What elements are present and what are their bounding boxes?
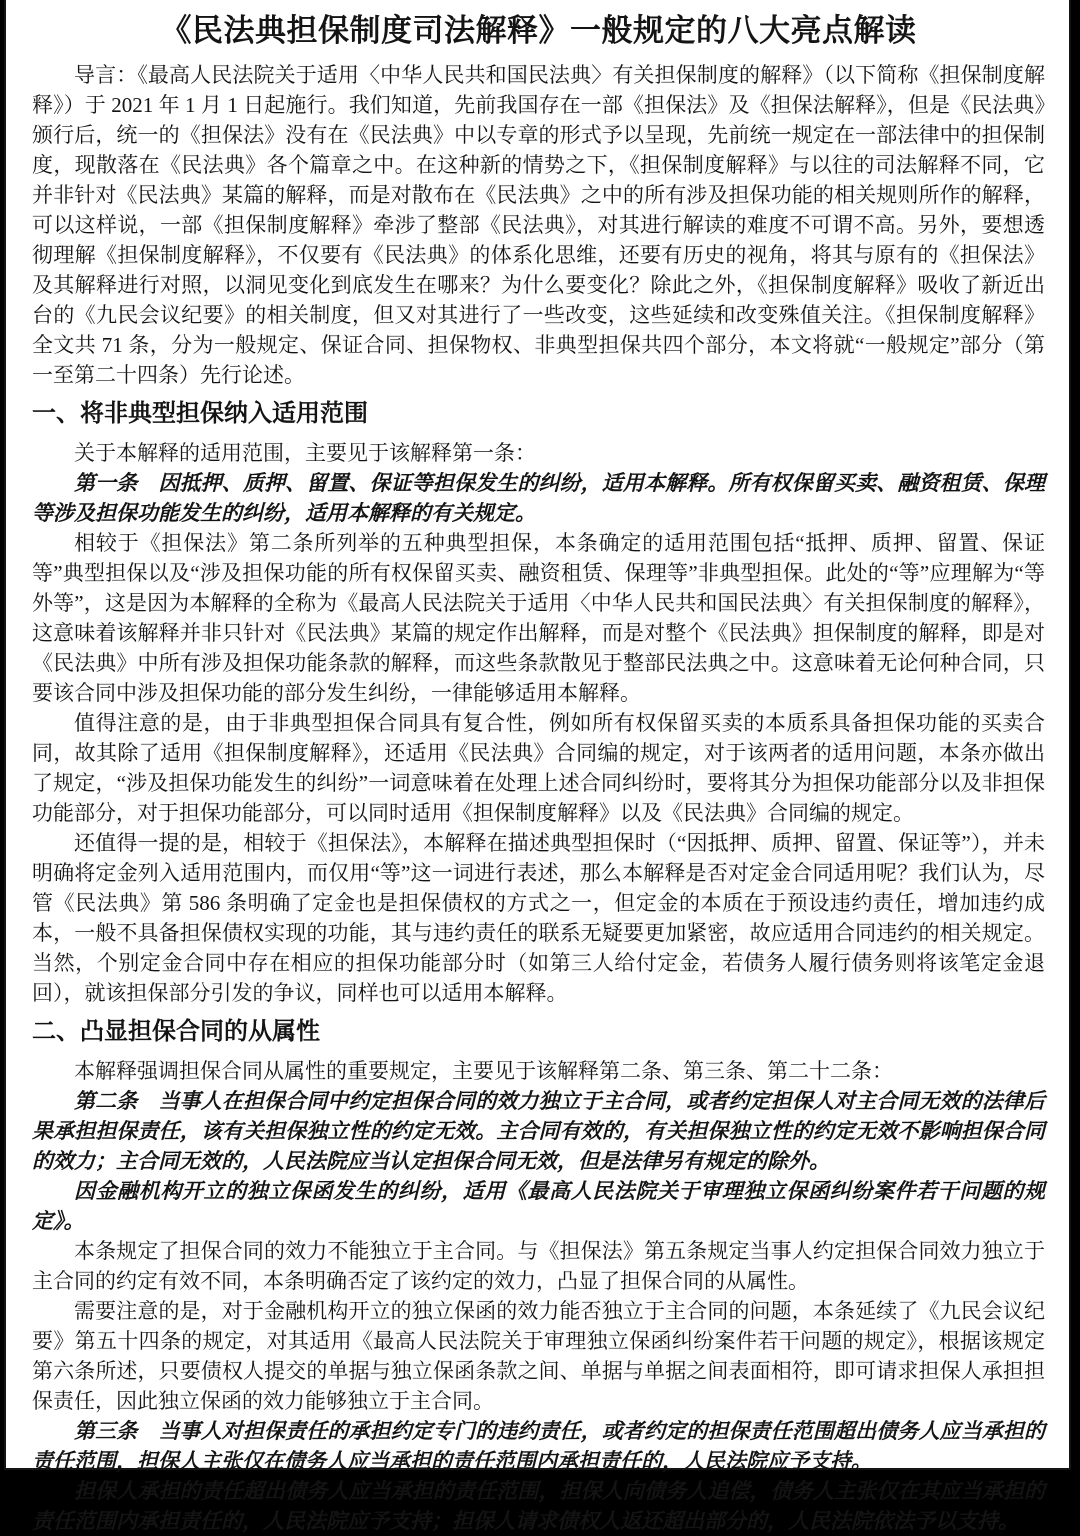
document-page <box>4 0 1071 1533</box>
section-heading: 一、将非典型担保纳入适用范围 <box>32 400 368 427</box>
article-quote: 因金融机构开立的独立保函发生的纠纷，适用《最高人民法院关于审理独立保函纠纷案件若干问题的规定》。 <box>32 1179 1045 1233</box>
article-quote: 第三条 当事人对担保责任的承担约定专门的违约责任，或者约定的担保责任范围超出债务人应当承担的责任范围，担保人主张仅在债务人应当承担的责任范围内承担责任的，人民法院应予支持。 <box>32 1419 1045 1473</box>
document-body <box>32 60 1045 1536</box>
body-paragraph: 关于本解释的适用范围，主要见于该解释第一条： <box>74 441 536 465</box>
section-heading: 二、凸显担保合同的从属性 <box>32 1018 320 1045</box>
body-paragraph: 本解释强调担保合同从属性的重要规定，主要见于该解释第二条、第三条、第二十二条： <box>74 1059 893 1083</box>
article-quote: 担保人承担的责任超出债务人应当承担的责任范围，担保人向债务人追偿，债务人主张仅在其应当承担的责任范围内承担责任的，人民法院应予支持；担保人请求债权人返还超出部分的，人民法院依法予以支持。 <box>32 1479 1045 1533</box>
body-paragraph: 本条规定了担保合同的效力不能独立于主合同。与《担保法》第五条规定当事人约定担保合同效力独立于主合同的约定有效不同，本条明确否定了该约定的效力，凸显了担保合同的从属性。 <box>32 1239 1045 1293</box>
body-paragraph: 需要注意的是，对于金融机构开立的独立保函的效力能否独立于主合同的问题，本条延续了《九民会议纪要》第五十四条的规定，对其适用《最高人民法院关于审理独立保函纠纷案件若干问题的规定》，根据该规定第六条所述，只要债权人提交的单据与独立保函条款之间、单据与单据之间表面相符，即可请求担保人承担担保责任，因此独立保函的效力能够独立于主合同。 <box>32 1299 1045 1413</box>
article-quote: 第一条 因抵押、质押、留置、保证等担保发生的纠纷，适用本解释。所有权保留买卖、融资租赁、保理等涉及担保功能发生的纠纷，适用本解释的有关规定。 <box>32 471 1045 525</box>
body-paragraph: 相较于《担保法》第二条所列举的五种典型担保，本条确定的适用范围包括“抵押、质押、留置、保证等”典型担保以及“涉及担保功能的所有权保留买卖、融资租赁、保理等”非典型担保。此处的“等”应理解为“等外等”，这是因为本解释的全称为《最高人民法院关于适用〈中华人民共和国民法典〉有关担保制度的解释》，这意味着该解释并非只针对《民法典》某篇的规定作出解释，而是对整个《民法典》担保制度的解释，即是对《民法典》中所有涉及担保功能条款的解释，而这些条款散见于整部民法典之中。这意味着无论何种合同，只要该合同中涉及担保功能的部分发生纠纷，一律能够适用本解释。 <box>32 531 1045 705</box>
body-paragraph: 导言：《最高人民法院关于适用〈中华人民共和国民法典〉有关担保制度的解释》（以下简称《担保制度解释》）于 2021 年 1 月 1 日起施行。我们知道，先前我国存在一部《担保法》及《担保法解释》，但是《民法典》颁行后，统一的《担保法》没有在《民法典》中以专章的形式予以呈现，先前统一规定在一部法律中的担保制度，现散落在《民法典》各个篇章之中。在这种新的情势之下，《担保制度解释》与以往的司法解释不同，它并非针对《民法典》某篇的解释，而是对散布在《民法典》之中的所有涉及担保功能的相关规则所作的解释，可以这样说，一部《担保制度解释》牵涉了整部《民法典》，对其进行解读的难度不可谓不高。另外，要想透彻理解《担保制度解释》，不仅要有《民法典》的体系化思维，还要有历史的视角，将其与原有的《担保法》及其解释进行对照，以洞见变化到底发生在哪来？为什么要变化？除此之外，《担保制度解释》吸收了新近出台的《九民会议纪要》的相关制度，但又对其进行了一些改变，这些延续和改变殊值关注。《担保制度解释》全文共 71 条，分为一般规定、保证合同、担保物权、非典型担保共四个部分，本文将就“一般规定”部分（第一至第二十四条）先行论述。 <box>32 63 1045 387</box>
article-quote: 第二条 当事人在担保合同中约定担保合同的效力独立于主合同，或者约定担保人对主合同无效的法律后果承担担保责任，该有关担保独立性的约定无效。主合同有效的，有关担保独立性的约定无效不影响担保合同的效力；主合同无效的，人民法院应当认定担保合同无效，但是法律另有规定的除外。 <box>32 1089 1045 1173</box>
body-paragraph: 值得注意的是，由于非典型担保合同具有复合性，例如所有权保留买卖的本质系具备担保功能的买卖合同，故其除了适用《担保制度解释》，还适用《民法典》合同编的规定，对于该两者的适用问题，本条亦做出了规定，“涉及担保功能发生的纠纷”一词意味着在处理上述合同纠纷时，要将其分为担保功能部分以及非担保功能部分，对于担保功能部分，可以同时适用《担保制度解释》以及《民法典》合同编的规定。 <box>32 711 1045 825</box>
page-title: 《民法典担保制度司法解释》一般规定的八大亮点解读 <box>160 13 917 48</box>
body-paragraph: 还值得一提的是，相较于《担保法》，本解释在描述典型担保时（“因抵押、质押、留置、保证等”），并未明确将定金列入适用范围内，而仅用“等”这一词进行表述，那么本解释是否对定金合同适用呢？我们认为，尽管《民法典》第 586 条明确了定金也是担保债权的方式之一，但定金的本质在于预设违约责任，增加违约成本，一般不具备担保债权实现的功能，其与违约责任的联系无疑要更加紧密，故应适用合同违约的相关规定。当然，个别定金合同中存在相应的担保功能部分时（如第三人给付定金，若债务人履行债务则将该笔定金退回），就该担保部分引发的争议，同样也可以适用本解释。 <box>32 831 1045 1005</box>
